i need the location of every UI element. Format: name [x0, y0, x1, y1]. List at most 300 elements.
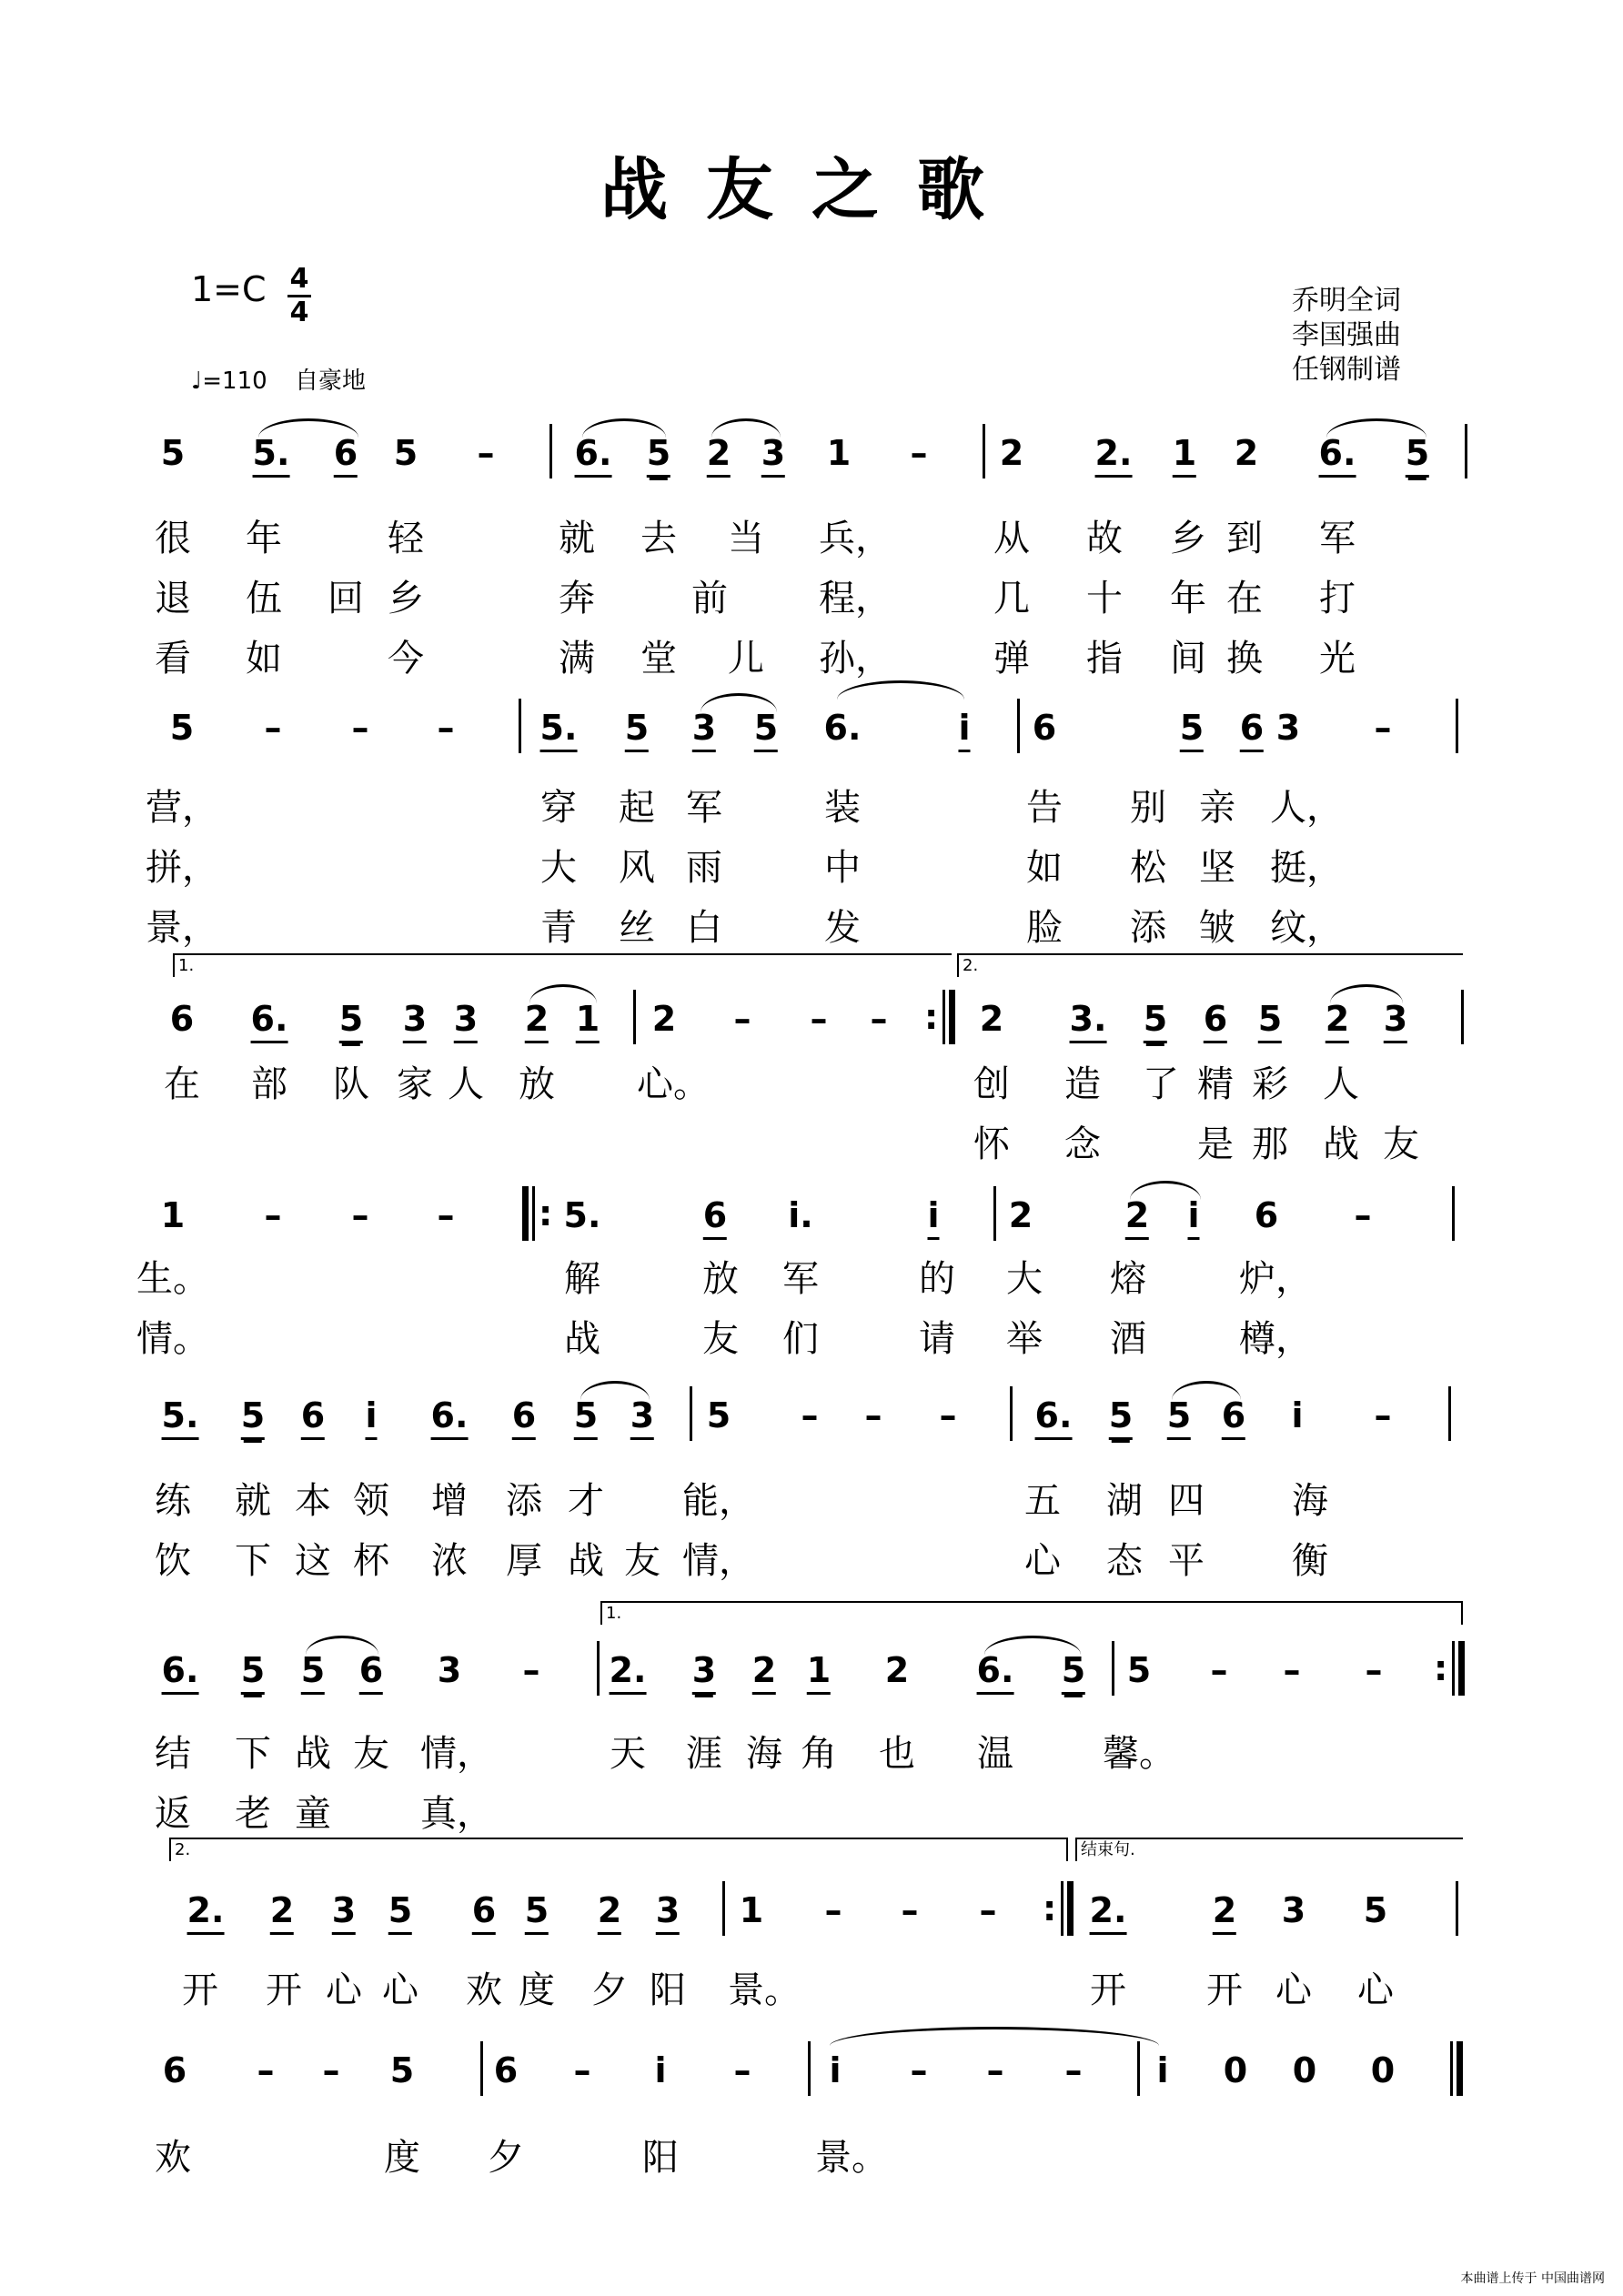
barline	[480, 2041, 483, 2096]
lyric: 很	[155, 518, 191, 559]
lyric: 打	[1319, 578, 1356, 619]
note: –	[522, 1650, 540, 1690]
lyric: 前	[691, 578, 728, 619]
repeat-dots: :	[1434, 1648, 1448, 1688]
lyric: 练	[155, 1480, 191, 1522]
lyric: 童	[295, 1793, 331, 1835]
lyric: 心	[326, 1969, 362, 2011]
note: 6	[169, 999, 195, 1039]
note: 2	[752, 1652, 776, 1695]
lyricist-credit: 乔明全词	[1292, 285, 1401, 317]
note: i	[829, 2050, 842, 2090]
lyric: 了	[1143, 1063, 1179, 1105]
note: –	[264, 1195, 282, 1235]
lyric: 今	[388, 638, 424, 680]
note: 2	[1326, 1001, 1349, 1043]
note: 5	[1406, 435, 1429, 478]
lyric: 从	[993, 518, 1030, 559]
note: 6	[301, 1397, 325, 1440]
note: 5	[1363, 1890, 1388, 1930]
note: 6	[472, 1892, 496, 1935]
lyric: 度	[519, 1969, 555, 2011]
lyric: 温	[977, 1733, 1013, 1775]
note: 5	[160, 433, 186, 473]
lyric: 夕	[591, 1969, 628, 2011]
lyric: 解	[564, 1258, 600, 1300]
note: 1	[160, 1195, 186, 1235]
lyric: 们	[782, 1318, 819, 1360]
lyric: 海	[746, 1733, 782, 1775]
lyric: 饮	[155, 1540, 191, 1582]
note: 6.	[823, 708, 862, 748]
note: –	[257, 2050, 275, 2090]
note: 2	[1125, 1197, 1149, 1240]
repeat-dots: :	[539, 1193, 553, 1234]
note: 6.	[431, 1397, 469, 1440]
lyric: 衡	[1292, 1540, 1328, 1582]
lyric: 彩	[1252, 1063, 1288, 1105]
lyric: 乡	[388, 578, 424, 619]
key-signature: 1=C	[191, 269, 267, 309]
note: 5.	[162, 1397, 199, 1440]
note: –	[1354, 1195, 1372, 1235]
note: 2	[525, 1001, 549, 1043]
note: 6.	[1319, 435, 1356, 478]
note: 2	[999, 433, 1024, 473]
lyric: 光	[1319, 638, 1356, 680]
tie	[837, 680, 964, 700]
repeat-end-barline	[943, 990, 955, 1044]
note: 1	[739, 1890, 764, 1930]
barline	[519, 699, 521, 753]
volta-second-ending	[957, 953, 1463, 977]
volta-label: 2.	[175, 1840, 191, 1859]
volta-second-ending	[169, 1838, 1068, 1861]
note: –	[1283, 1650, 1301, 1690]
lyric: 大	[540, 847, 577, 889]
lyric: 伍	[246, 578, 282, 619]
note: –	[264, 708, 282, 748]
lyric: 结	[155, 1733, 191, 1775]
barline	[993, 1186, 996, 1241]
transcriber-credit: 任钢制谱	[1292, 354, 1401, 386]
note: 5	[754, 710, 778, 752]
note: 6.	[251, 1001, 288, 1043]
note: 5.	[253, 435, 290, 478]
lyric: 雨	[686, 847, 722, 889]
lyric: 战	[1323, 1123, 1359, 1165]
lyric: 退	[155, 578, 191, 619]
note: 2	[1234, 433, 1259, 473]
lyric: 炉，	[1239, 1258, 1312, 1300]
lyric: 心	[1357, 1969, 1394, 2011]
slur	[1326, 418, 1426, 438]
note: 3	[454, 1001, 478, 1043]
note: 2	[598, 1892, 621, 1935]
note: 5	[625, 710, 649, 752]
lyric: 角	[801, 1733, 837, 1775]
note: 6.	[162, 1652, 199, 1695]
slur	[1330, 984, 1403, 1003]
lyric: 那	[1252, 1123, 1288, 1165]
barline	[1456, 699, 1458, 753]
lyric: 中	[824, 847, 861, 889]
lyric: 添	[506, 1480, 542, 1522]
barline	[1010, 1386, 1013, 1441]
barline	[1456, 1881, 1458, 1936]
lyric: 风	[619, 847, 655, 889]
note: –	[477, 433, 495, 473]
note: 0	[1370, 2050, 1396, 2090]
note: i	[1187, 1197, 1199, 1240]
lyric: 轻	[388, 518, 424, 559]
barline	[549, 424, 552, 478]
note: 5	[1167, 1397, 1191, 1440]
note: –	[864, 1395, 882, 1435]
lyric: 年	[1170, 578, 1206, 619]
note: 5	[241, 1397, 265, 1440]
lyric: 下	[235, 1733, 271, 1775]
note: –	[1210, 1650, 1228, 1690]
note: –	[1374, 708, 1392, 748]
note: 5	[393, 433, 418, 473]
note: 2	[884, 1650, 910, 1690]
lyric: 军	[1319, 518, 1356, 559]
slur	[580, 1381, 650, 1400]
lyric: 乡	[1170, 518, 1206, 559]
lyric: 酒	[1110, 1318, 1146, 1360]
slur	[701, 693, 777, 712]
barline	[1452, 1186, 1455, 1241]
note: 5	[647, 435, 670, 478]
note: –	[979, 1890, 997, 1930]
lyric: 几	[993, 578, 1030, 619]
lyric: 杯	[353, 1540, 389, 1582]
lyric: 就	[235, 1480, 271, 1522]
note: i	[365, 1397, 377, 1440]
note: 5	[1126, 1650, 1152, 1690]
lyric: 景。	[728, 1969, 801, 2011]
lyric: 能，	[682, 1480, 755, 1522]
lyric: 五	[1024, 1480, 1061, 1522]
note: 3	[656, 1892, 680, 1935]
lyric: 怀	[973, 1123, 1010, 1165]
barline	[690, 1386, 692, 1441]
lyric: 添	[1130, 907, 1166, 949]
lyric: 间	[1170, 638, 1206, 680]
note: 6	[1222, 1397, 1245, 1440]
note: 5	[1109, 1397, 1133, 1440]
lyric: 心	[1275, 1969, 1312, 2011]
slur	[258, 418, 358, 438]
note: 3	[692, 710, 716, 752]
note: 5	[1144, 1001, 1167, 1043]
note: 5.	[563, 1195, 601, 1235]
note: 5	[301, 1652, 325, 1695]
lyric: 军	[686, 787, 722, 829]
lyric: 年	[246, 518, 282, 559]
note: –	[801, 1395, 819, 1435]
volta-first-ending	[173, 953, 952, 977]
lyric: 友	[624, 1540, 660, 1582]
barline	[1017, 699, 1020, 753]
note: 3	[761, 435, 785, 478]
lyric: 厚	[506, 1540, 542, 1582]
lyric: 是	[1197, 1123, 1234, 1165]
barline	[597, 1641, 600, 1696]
lyric: 友	[1383, 1123, 1419, 1165]
lyric: 开	[182, 1969, 218, 2011]
lyric: 景。	[815, 2137, 888, 2179]
repeat-end-barline	[1061, 1881, 1074, 1936]
note: 0	[1223, 2050, 1248, 2090]
lyric: 夕	[488, 2137, 524, 2179]
note: 6	[359, 1652, 383, 1695]
lyric: 四	[1168, 1480, 1205, 1522]
note: i	[958, 710, 970, 752]
note: –	[810, 999, 828, 1039]
note: 3	[437, 1650, 462, 1690]
barline	[633, 990, 636, 1044]
barline	[1461, 990, 1464, 1044]
lyric: 放	[519, 1063, 555, 1105]
note: –	[351, 1195, 369, 1235]
time-bottom: 4	[289, 297, 309, 328]
note: 6	[162, 2050, 187, 2090]
lyric: 阳	[642, 2137, 679, 2179]
note: 5.	[540, 710, 578, 752]
volta-label: 1.	[606, 1604, 622, 1623]
note: 5	[525, 1892, 549, 1935]
lyric: 当	[728, 518, 764, 559]
lyric: 松	[1130, 847, 1166, 889]
lyric: 心	[382, 1969, 418, 2011]
note: 6	[493, 2050, 519, 2090]
note: –	[733, 2050, 751, 2090]
note: 2	[651, 999, 677, 1039]
tie	[830, 2027, 1159, 2046]
barline	[808, 2041, 811, 2096]
volta-first-ending	[600, 1601, 1463, 1625]
lyric: 脸	[1026, 907, 1063, 949]
lyric: 返	[155, 1793, 191, 1835]
lyric: 程，	[819, 578, 892, 619]
note: 3.	[1070, 1001, 1107, 1043]
note: 1	[826, 433, 852, 473]
footer-source-watermark: 本曲谱上传于 中国曲谱网	[1460, 2271, 1605, 2286]
slur	[1130, 1181, 1201, 1200]
lyric: 人，	[1270, 787, 1343, 829]
lyric: 举	[1006, 1318, 1043, 1360]
barline	[1112, 1641, 1114, 1696]
lyric: 装	[824, 787, 861, 829]
tempo-value: ♩=110	[191, 368, 267, 395]
note: –	[824, 1890, 842, 1930]
volta-label: 1.	[178, 956, 195, 975]
lyric: 这	[295, 1540, 331, 1582]
lyric: 平	[1168, 1540, 1205, 1582]
lyric: 弹	[993, 638, 1030, 680]
lyric: 军	[782, 1258, 819, 1300]
note: 2.	[1090, 1892, 1127, 1935]
lyric: 别	[1130, 787, 1166, 829]
note: –	[910, 2050, 928, 2090]
lyric: 增	[431, 1480, 468, 1522]
lyric: 创	[973, 1063, 1010, 1105]
lyric: 告	[1026, 787, 1063, 829]
lyric: 皱	[1199, 907, 1235, 949]
lyric: 馨。	[1103, 1733, 1175, 1775]
note: 6.	[1035, 1397, 1073, 1440]
lyric: 湖	[1106, 1480, 1143, 1522]
lyric: 纹，	[1270, 907, 1343, 949]
note: 5	[169, 708, 195, 748]
final-barline	[1450, 2041, 1463, 2096]
lyric: 大	[1006, 1258, 1043, 1300]
note: 6	[1254, 1195, 1279, 1235]
lyric: 就	[559, 518, 595, 559]
note: 6	[703, 1197, 727, 1240]
time-top: 4	[289, 263, 309, 295]
repeat-dots: :	[924, 997, 939, 1037]
note: 1	[807, 1652, 831, 1695]
song-title: 战友之歌	[600, 151, 1023, 229]
lyric: 指	[1086, 638, 1123, 680]
lyric: 熔	[1110, 1258, 1146, 1300]
lyric: 回	[328, 578, 364, 619]
note: 3	[1384, 1001, 1407, 1043]
note: 2	[979, 999, 1004, 1039]
note: –	[573, 2050, 591, 2090]
note: 2	[1213, 1892, 1236, 1935]
note: 3	[692, 1652, 716, 1695]
slur	[529, 984, 597, 1003]
lyric: 兵，	[819, 518, 892, 559]
lyric: 换	[1226, 638, 1263, 680]
note: 5	[706, 1395, 731, 1435]
lyric: 在	[1226, 578, 1263, 619]
lyric: 樽，	[1239, 1318, 1312, 1360]
lyric: 友	[702, 1318, 739, 1360]
note: 0	[1292, 2050, 1317, 2090]
note: –	[733, 999, 751, 1039]
note: 1	[1173, 435, 1196, 478]
lyric: 青	[540, 907, 577, 949]
note: 5	[574, 1397, 598, 1440]
note: 2.	[187, 1892, 225, 1935]
lyric: 坚	[1199, 847, 1235, 889]
lyric: 真，	[420, 1793, 493, 1835]
note: 5	[1180, 710, 1204, 752]
lyric: 去	[640, 518, 677, 559]
slur	[711, 418, 781, 438]
lyric: 请	[919, 1318, 955, 1360]
note: 3	[1275, 708, 1301, 748]
note: 2.	[1095, 435, 1133, 478]
lyric: 欢	[155, 2137, 191, 2179]
note: 6.	[977, 1652, 1014, 1695]
lyric: 态	[1106, 1540, 1143, 1582]
expression-marking: 自豪地	[294, 368, 366, 395]
note: –	[1365, 1650, 1383, 1690]
note: i	[654, 2050, 667, 2090]
barline	[1465, 424, 1467, 478]
lyric: 营，	[146, 787, 218, 829]
lyric: 情，	[682, 1540, 755, 1582]
note: 6	[1032, 708, 1057, 748]
time-signature	[287, 263, 311, 328]
ending-label: 结束句.	[1081, 1840, 1135, 1859]
lyric: 下	[235, 1540, 271, 1582]
note: 2.	[610, 1652, 647, 1695]
lyric: 开	[1206, 1969, 1243, 2011]
lyric: 起	[619, 787, 655, 829]
note: 2	[270, 1892, 294, 1935]
note: 6	[334, 435, 358, 478]
lyric: 涯	[686, 1733, 722, 1775]
note: i	[1291, 1395, 1304, 1435]
lyric: 十	[1086, 578, 1123, 619]
lyric: 看	[155, 638, 191, 680]
note: 5	[1258, 1001, 1282, 1043]
note: –	[437, 708, 455, 748]
lyric: 故	[1086, 518, 1123, 559]
lyric: 浓	[431, 1540, 468, 1582]
note: 2	[707, 435, 731, 478]
lyric: 如	[1026, 847, 1063, 889]
lyric: 部	[251, 1063, 287, 1105]
credits	[1292, 284, 1401, 388]
note: 3	[630, 1397, 654, 1440]
lyric: 造	[1064, 1063, 1101, 1105]
lyric: 开	[266, 1969, 302, 2011]
lyric: 战	[564, 1318, 600, 1360]
slur	[984, 1636, 1081, 1655]
repeat-end-barline	[1452, 1641, 1465, 1696]
lyric: 穿	[540, 787, 577, 829]
lyric: 队	[333, 1063, 369, 1105]
lyric: 在	[164, 1063, 200, 1105]
lyric: 心	[1024, 1540, 1061, 1582]
lyric: 到	[1226, 518, 1263, 559]
slur	[1172, 1381, 1241, 1400]
note: –	[437, 1195, 455, 1235]
repeat-dots: :	[1043, 1888, 1057, 1928]
lyric: 白	[686, 907, 722, 949]
note: 5	[388, 1892, 412, 1935]
lyric: 人	[1323, 1063, 1359, 1105]
lyric: 老	[235, 1793, 271, 1835]
lyric: 亲	[1199, 787, 1235, 829]
lyric: 度	[384, 2137, 420, 2179]
composer-credit: 李国强曲	[1292, 319, 1401, 351]
note: –	[1064, 2050, 1083, 2090]
note: 3	[1281, 1890, 1306, 1930]
note: –	[351, 708, 369, 748]
barline	[1137, 2041, 1140, 2096]
lyric: 挺，	[1270, 847, 1343, 889]
note: 6	[512, 1397, 536, 1440]
note: –	[910, 433, 928, 473]
lyric: 如	[246, 638, 282, 680]
lyric: 发	[824, 907, 861, 949]
lyric: 生。	[136, 1258, 209, 1300]
lyric: 开	[1090, 1969, 1126, 2011]
lyric: 情，	[420, 1733, 493, 1775]
volta-label: 2.	[963, 956, 979, 975]
note: i	[927, 1197, 939, 1240]
repeat-start-barline	[522, 1186, 535, 1241]
